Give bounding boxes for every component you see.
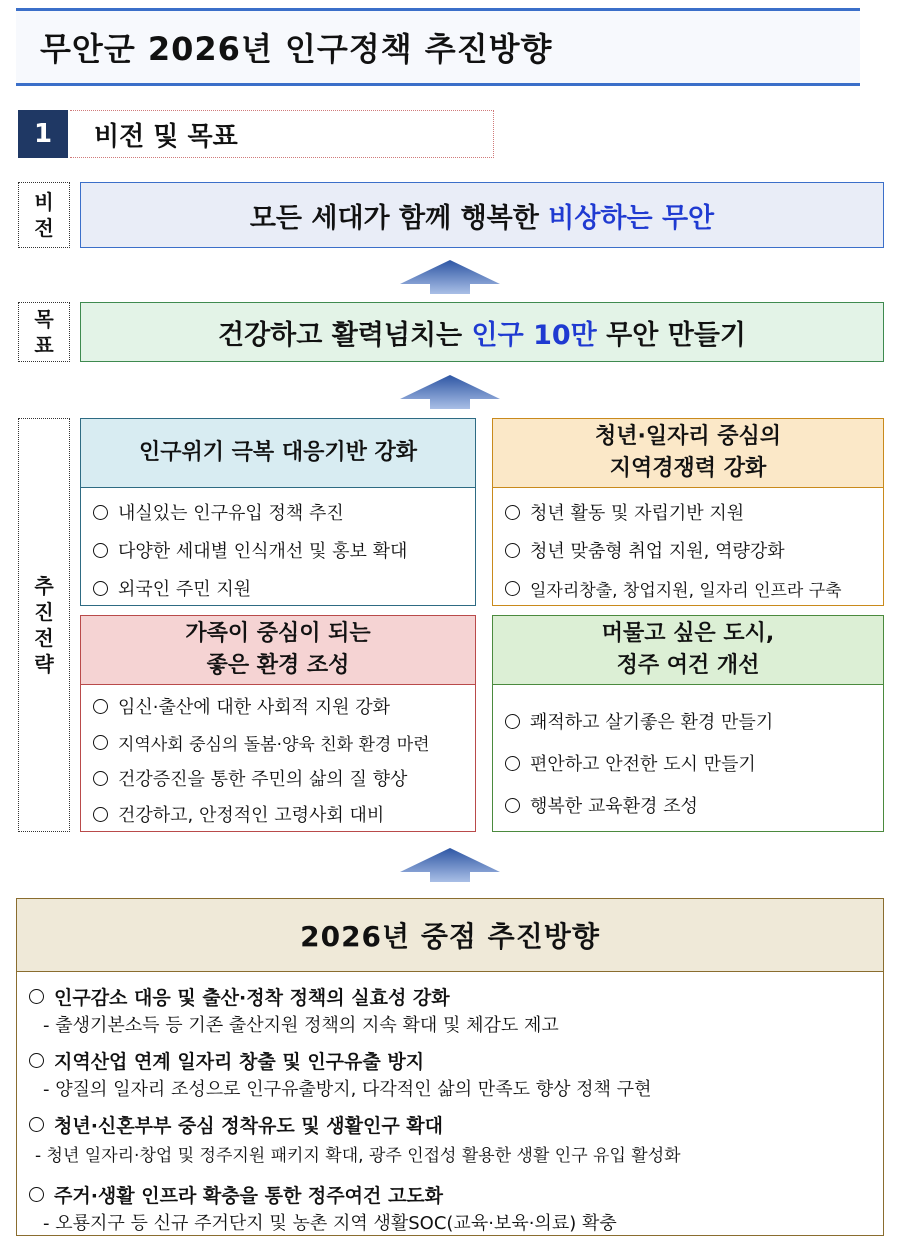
list-item [505, 700, 879, 742]
strategy-box [80, 418, 476, 606]
circle-bullet-icon [93, 807, 108, 822]
list-item [505, 531, 879, 569]
strategy-label-char: 략 [34, 652, 54, 676]
strategy-label-char: 전 [34, 626, 54, 650]
list-item-text: 청년 맞춤형 취업 지원, 역량강화 [530, 541, 785, 562]
circle-bullet-icon [29, 1117, 44, 1132]
strategy-items [505, 700, 879, 826]
circle-bullet-icon [93, 581, 108, 596]
up-arrow-icon [400, 848, 500, 882]
list-item-text: 건강하고, 안정적인 고령사회 대비 [118, 805, 385, 826]
list-item [93, 569, 471, 607]
strategy-title [81, 616, 475, 685]
circle-bullet-icon [505, 543, 520, 558]
strategy-title-line: 머물고 싶은 도시, [601, 621, 775, 647]
list-item [505, 742, 879, 784]
strategy-title-line: 인구위기 극복 대응기반 강화 [138, 440, 417, 466]
strategy-title [493, 419, 883, 488]
strategy-items [93, 688, 471, 832]
strategy-items [505, 493, 879, 607]
strategy-box [492, 615, 884, 832]
list-item [505, 569, 879, 607]
circle-bullet-icon [29, 989, 44, 1004]
goal-highlight: 인구 10만 [471, 319, 597, 351]
goal-text-after: 무안 만들기 [596, 319, 746, 351]
list-item [505, 784, 879, 826]
list-item-text: 편안하고 안전한 도시 만들기 [530, 754, 756, 775]
vision-box [80, 182, 884, 248]
list-item-text: 다양한 세대별 인식개선 및 홍보 확대 [118, 541, 408, 562]
up-arrow-icon [400, 260, 500, 294]
focus-point-title: 주거·생활 인프라 확충을 통한 정주여건 고도화 [54, 1185, 444, 1207]
strategy-title-line: 정주 여건 개선 [616, 653, 760, 678]
vision-text: 모든 세대가 함께 행복한 [249, 202, 549, 234]
strategy-title-line: 청년·일자리 중심의 [594, 424, 782, 450]
title-bar [16, 8, 860, 86]
list-item-text: 쾌적하고 살기좋은 환경 만들기 [530, 712, 774, 733]
circle-bullet-icon [505, 756, 520, 771]
strategy-label-char: 진 [34, 600, 54, 624]
strategy-box [492, 418, 884, 606]
list-item [93, 724, 471, 760]
strategy-title-line: 지역경쟁력 강화 [609, 456, 767, 481]
list-item-text: 내실있는 인구유입 정책 추진 [118, 503, 344, 524]
list-item-text: 지역사회 중심의 돌봄·양육 친화 환경 마련 [118, 734, 430, 755]
list-item-text: 청년 활동 및 자립기반 지원 [530, 503, 745, 524]
focus-point-detail: - 양질의 일자리 조성으로 인구유출방지, 다각적인 삶의 만족도 향상 정책 구현 [43, 1079, 652, 1100]
list-item [93, 493, 471, 531]
vision-label-char: 전 [34, 216, 54, 240]
list-item [93, 531, 471, 569]
circle-bullet-icon [505, 714, 520, 729]
focus-point [29, 1111, 443, 1138]
section-number: 1 [18, 110, 68, 158]
circle-bullet-icon [505, 581, 520, 596]
strategy-label-char: 추 [34, 574, 54, 598]
focus-point-detail: - 청년 일자리·창업 및 정주지원 패키지 확대, 광주 인접성 활용한 생활 인구 유입 활성화 [35, 1146, 681, 1166]
strategy-title-line: 가족이 중심이 되는 [185, 621, 371, 647]
list-item-text: 행복한 교육환경 조성 [530, 796, 698, 817]
goal-label-char: 목 [34, 307, 54, 331]
page-title: 무안군 2026년 인구정책 추진방향 [40, 30, 553, 68]
focus-point [29, 1047, 424, 1074]
strategy-title-line: 좋은 환경 조성 [206, 653, 350, 678]
circle-bullet-icon [93, 543, 108, 558]
section-title: 비전 및 목표 [70, 110, 494, 158]
goal-label [18, 302, 70, 362]
circle-bullet-icon [93, 771, 108, 786]
vision-label-char: 비 [34, 190, 54, 214]
vision-highlight: 비상하는 무안 [548, 202, 715, 234]
vision-label [18, 182, 70, 248]
list-item [93, 796, 471, 832]
focus-title: 2026년 중점 추진방향 [17, 899, 883, 972]
strategy-title [81, 419, 475, 488]
strategy-label [18, 418, 70, 832]
list-item-text: 임신·출산에 대한 사회적 지원 강화 [118, 697, 391, 718]
circle-bullet-icon [505, 798, 520, 813]
list-item [93, 760, 471, 796]
circle-bullet-icon [93, 735, 108, 750]
focus-point-title: 지역산업 연계 일자리 창출 및 인구유출 방지 [54, 1051, 425, 1073]
list-item-text: 건강증진을 통한 주민의 삶의 질 향상 [118, 769, 408, 790]
strategy-box [80, 615, 476, 832]
goal-box [80, 302, 884, 362]
list-item-text: 외국인 주민 지원 [118, 579, 252, 600]
focus-point-title: 인구감소 대응 및 출산·정착 정책의 실효성 강화 [54, 987, 450, 1009]
circle-bullet-icon [29, 1187, 44, 1202]
strategy-items [93, 493, 471, 607]
focus-point-detail: - 오룡지구 등 신규 주거단지 및 농촌 지역 생활SOC(교육·보육·의료) 확충 [43, 1213, 617, 1234]
focus-point [29, 1181, 443, 1208]
circle-bullet-icon [93, 699, 108, 714]
goal-text-before: 건강하고 활력넘치는 [218, 319, 472, 351]
focus-point-detail: - 출생기본소득 등 기존 출산지원 정책의 지속 확대 및 체감도 제고 [43, 1015, 559, 1036]
focus-point-title: 청년·신혼부부 중심 정착유도 및 생활인구 확대 [54, 1115, 444, 1137]
circle-bullet-icon [29, 1053, 44, 1068]
focus-box [16, 898, 884, 1236]
list-item-text: 일자리창출, 창업지원, 일자리 인프라 구축 [530, 580, 842, 601]
goal-label-char: 표 [34, 333, 54, 357]
focus-point [29, 983, 450, 1010]
circle-bullet-icon [93, 505, 108, 520]
list-item [505, 493, 879, 531]
list-item [93, 688, 471, 724]
circle-bullet-icon [505, 505, 520, 520]
strategy-title [493, 616, 883, 685]
up-arrow-icon [400, 375, 500, 409]
